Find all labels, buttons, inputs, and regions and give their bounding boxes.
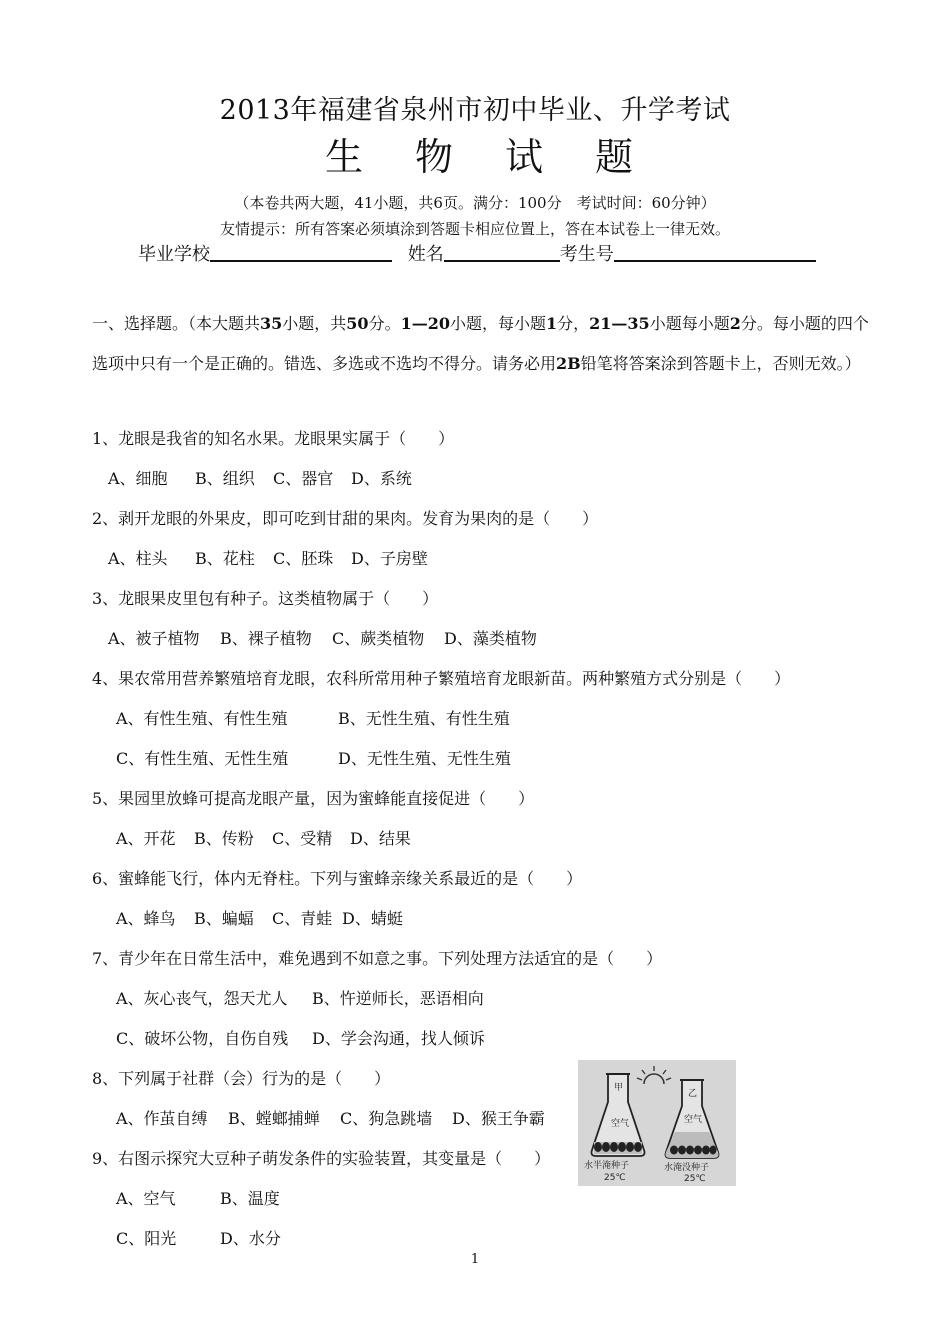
option: B、组织 bbox=[195, 469, 255, 488]
flask-diagram bbox=[578, 1060, 736, 1186]
option: A、被子植物 bbox=[108, 629, 200, 648]
option: C、青蛙 bbox=[272, 909, 333, 928]
option: B、传粉 bbox=[194, 829, 254, 848]
option: A、有性生殖、有性生殖 bbox=[116, 709, 288, 728]
question-stem: 5、果园里放蜂可提高龙眼产量，因为蜜蜂能直接促进（ ） bbox=[92, 789, 535, 808]
option: C、破坏公物，自伤自残 bbox=[116, 1029, 289, 1048]
option: D、无性生殖、无性生殖 bbox=[338, 749, 511, 768]
option: A、蜂鸟 bbox=[116, 909, 176, 928]
option: A、空气 bbox=[116, 1189, 176, 1208]
exam-no-label: 考生号 bbox=[559, 244, 614, 265]
school-blank[interactable] bbox=[210, 240, 392, 262]
option: B、温度 bbox=[220, 1189, 280, 1208]
option: D、系统 bbox=[351, 469, 412, 488]
option: C、蕨类植物 bbox=[332, 629, 425, 648]
flask-right-inner-label: 空气 bbox=[684, 1115, 703, 1125]
option: A、柱头 bbox=[108, 549, 168, 568]
question-stem: 7、青少年在日常生活中，难免遇到不如意之事。下列处理方法适宜的是（ ） bbox=[92, 949, 663, 968]
question-stem: 8、下列属于社群（会）行为的是（ ） bbox=[92, 1069, 391, 1088]
option: D、结果 bbox=[350, 829, 411, 848]
option: C、胚珠 bbox=[273, 549, 334, 568]
page-number: 1 bbox=[470, 1252, 480, 1267]
option: D、猴王争霸 bbox=[452, 1109, 545, 1128]
experiment-figure bbox=[578, 1060, 736, 1186]
option: B、裸子植物 bbox=[220, 629, 312, 648]
flask-left-temp: 25℃ bbox=[604, 1173, 626, 1183]
name-label: 姓名 bbox=[407, 244, 444, 265]
option: C、受精 bbox=[272, 829, 333, 848]
flask-left-label: 甲 bbox=[614, 1083, 624, 1093]
option: C、器官 bbox=[273, 469, 334, 488]
subject-title: 生物试题 bbox=[324, 135, 685, 179]
flask-left-caption: 水半淹种子 bbox=[584, 1161, 630, 1171]
option: B、忤逆师长，恶语相向 bbox=[312, 989, 484, 1008]
question-stem: 1、龙眼是我省的知名水果。龙眼果实属于（ ） bbox=[92, 429, 455, 448]
option: B、螳螂捕蝉 bbox=[228, 1109, 320, 1128]
exam-info-note: （本卷共两大题，41小题，共6页。满分：100分 考试时间：60分钟） bbox=[234, 194, 716, 212]
option: D、子房壁 bbox=[351, 549, 428, 568]
option: A、作茧自缚 bbox=[116, 1109, 208, 1128]
section-instructions: 一、选择题。（本大题共35小题，共50分。1—20小题，每小题1分，21—35小题每小题2分。每小题的四个选项中只有一个是正确的。错选、多选或不选均不得分。请务必用2B铅笔将答案涂到答题卡上，否则无效。） bbox=[92, 314, 869, 373]
question-stem: 4、果农常用营养繁殖培育龙眼，农科所常用种子繁殖培育龙眼新苗。两种繁殖方式分别是（ ） bbox=[92, 669, 791, 688]
question-stem: 3、龙眼果皮里包有种子。这类植物属于（ ） bbox=[92, 589, 439, 608]
friendly-reminder: 友情提示：所有答案必须填涂到答题卡相应位置上，答在本试卷上一律无效。 bbox=[219, 220, 730, 238]
option: C、狗急跳墙 bbox=[340, 1109, 433, 1128]
name-blank[interactable] bbox=[444, 240, 560, 262]
option: A、灰心丧气，怨天尤人 bbox=[116, 989, 288, 1008]
flask-right-temp: 25℃ bbox=[684, 1174, 706, 1184]
student-info-fields bbox=[138, 240, 816, 266]
option: D、水分 bbox=[220, 1229, 281, 1248]
question-stem: 6、蜜蜂能飞行，体内无脊柱。下列与蜜蜂亲缘关系最近的是（ ） bbox=[92, 869, 583, 888]
option: B、无性生殖、有性生殖 bbox=[338, 709, 510, 728]
exam-title: 2013年福建省泉州市初中毕业、升学考试 bbox=[219, 95, 731, 126]
exam-no-blank[interactable] bbox=[614, 240, 816, 262]
flask-left-inner-label: 空气 bbox=[611, 1119, 630, 1129]
option: A、开花 bbox=[116, 829, 176, 848]
option: B、蝙蝠 bbox=[194, 909, 254, 928]
option: C、有性生殖、无性生殖 bbox=[116, 749, 289, 768]
option: D、藻类植物 bbox=[444, 629, 537, 648]
option: D、蜻蜓 bbox=[342, 909, 403, 928]
question-stem: 2、剥开龙眼的外果皮，即可吃到甘甜的果肉。发育为果肉的是（ ） bbox=[92, 509, 599, 528]
flask-right-caption: 水淹没种子 bbox=[664, 1163, 710, 1173]
school-label: 毕业学校 bbox=[138, 244, 210, 265]
option: C、阳光 bbox=[116, 1229, 177, 1248]
option: D、学会沟通，找人倾诉 bbox=[312, 1029, 485, 1048]
option: B、花柱 bbox=[195, 549, 255, 568]
flask-right-label: 乙 bbox=[688, 1089, 698, 1099]
option: A、细胞 bbox=[108, 469, 168, 488]
question-stem: 9、右图示探究大豆种子萌发条件的实验装置，其变量是（ ） bbox=[92, 1149, 551, 1168]
